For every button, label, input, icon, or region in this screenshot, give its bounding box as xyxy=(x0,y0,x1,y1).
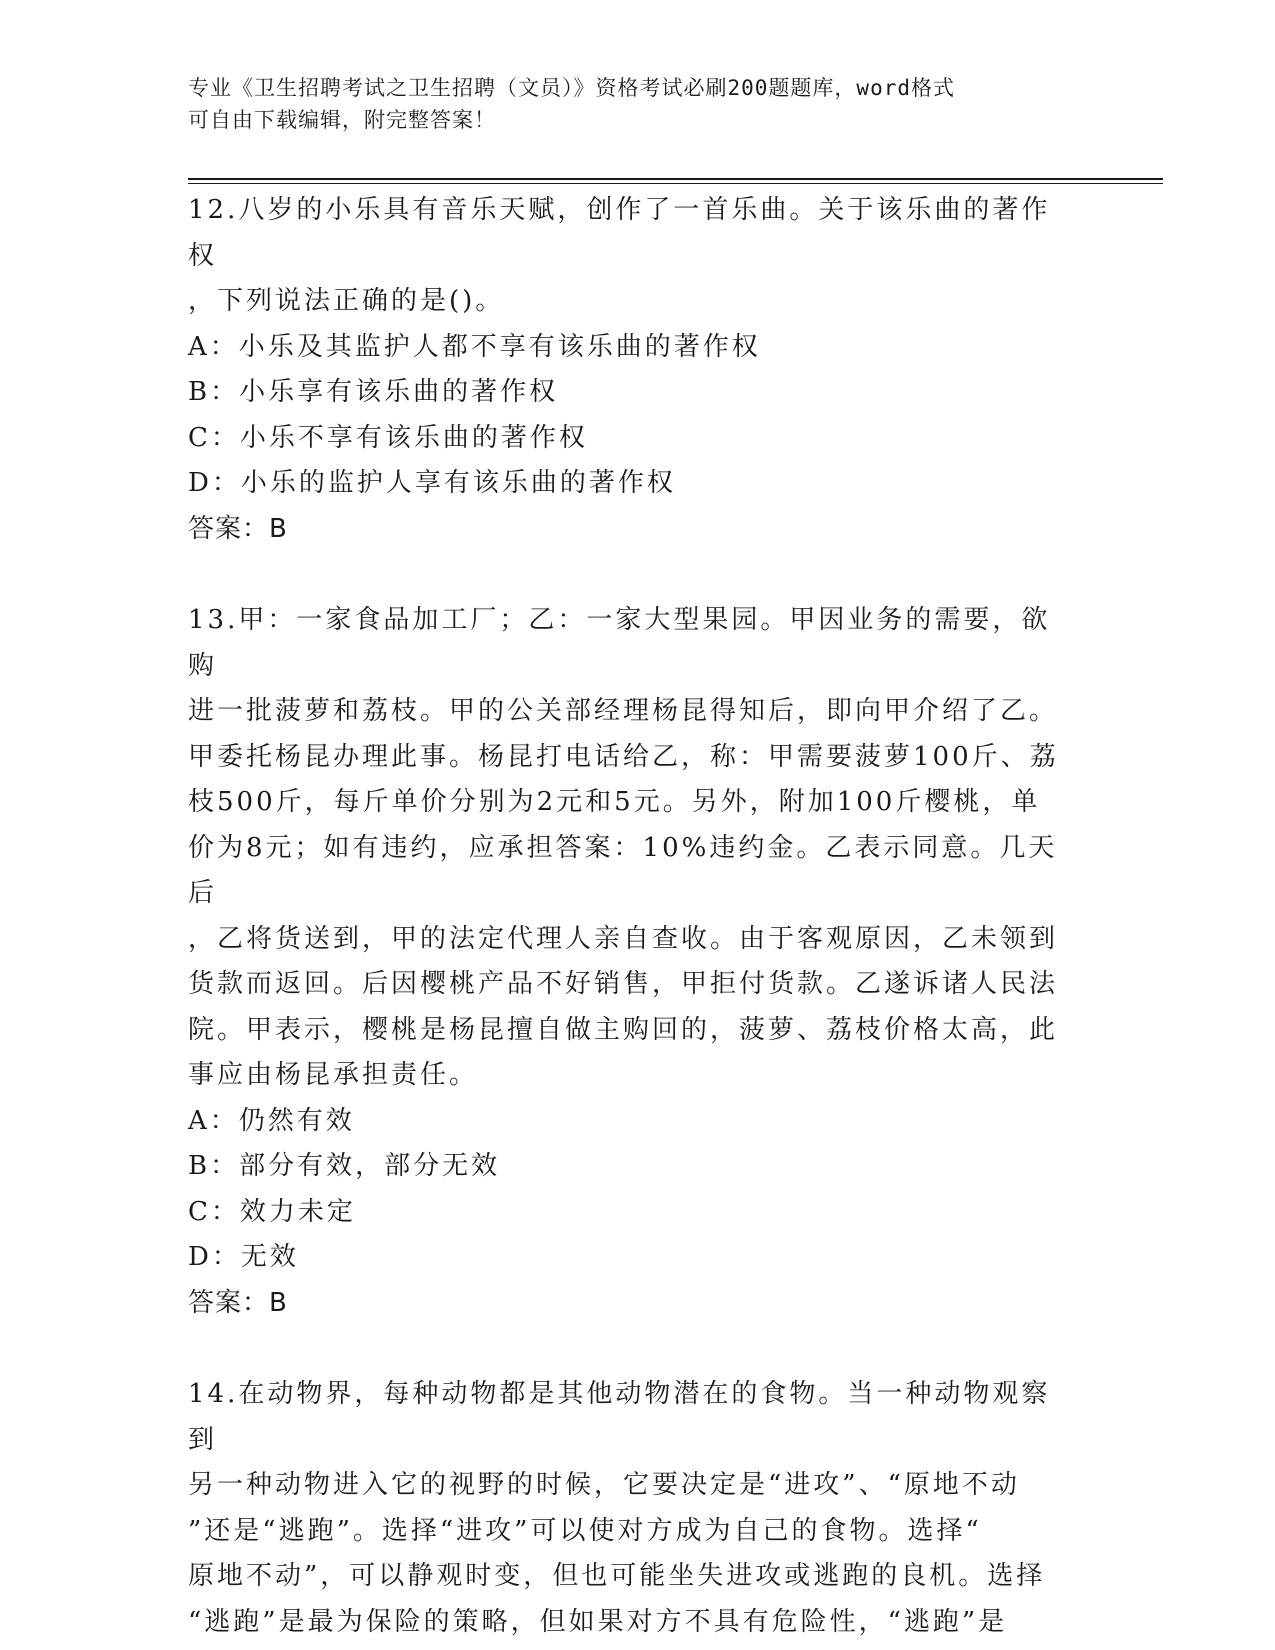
option-b: B：部分有效，部分无效 xyxy=(188,1151,501,1181)
option-c: C：效力未定 xyxy=(188,1196,356,1227)
answer: 答案：B xyxy=(188,1287,288,1318)
question-text: ，乙将货送到，甲的法定代理人亲自查收。由于客观原因，乙未领到 xyxy=(188,923,1059,954)
option-d: D：无效 xyxy=(188,1242,299,1272)
question-text: 另一种动物进入它的视野的时候，它要决定是“进攻”、“原地不动 xyxy=(188,1470,1020,1500)
question-text: 价为8元；如有违约，应承担答案：10%违约金。乙表示同意。几天后 xyxy=(188,832,1058,908)
header-line-2: 可自由下载编辑，附完整答案！ xyxy=(188,108,496,132)
question-text: 14.在动物界，每种动物都是其他动物潜在的食物。当一种动物观察到 xyxy=(188,1379,1051,1455)
question-list xyxy=(188,188,1078,1645)
question-text: “逃跑”是最为保险的策略，但如果对方不具有危险性，“逃跑”是 xyxy=(188,1606,1008,1637)
question-12 xyxy=(188,188,1078,552)
header-rule-thin xyxy=(188,183,1163,184)
option-a: A：仍然有效 xyxy=(188,1105,355,1136)
option-c: C：小乐不享有该乐曲的著作权 xyxy=(188,422,588,453)
document-header xyxy=(188,72,1068,136)
question-text: 甲委托杨昆办理此事。杨昆打电话给乙，称：甲需要菠萝100斤、荔 xyxy=(188,741,1059,772)
question-text: 原地不动”，可以静观时变，但也可能坐失进攻或逃跑的良机。选择 xyxy=(188,1561,1046,1591)
question-14 xyxy=(188,1372,1078,1645)
question-text: 枝500斤，每斤单价分别为2元和5元。另外，附加100斤樱桃，单 xyxy=(188,787,1041,817)
question-text: ”还是“逃跑”。选择“进攻”可以使对方成为自己的食物。选择“ xyxy=(188,1515,982,1546)
question-text: 13.甲：一家食品加工厂；乙：一家大型果园。甲因业务的需要，欲购 xyxy=(188,605,1051,681)
question-text: 12.八岁的小乐具有音乐天赋，创作了一首乐曲。关于该乐曲的著作权 xyxy=(188,195,1051,271)
question-text: 院。甲表示，樱桃是杨昆擅自做主购回的，菠萝、荔枝价格太高，此 xyxy=(188,1014,1059,1045)
option-b: B：小乐享有该乐曲的著作权 xyxy=(188,377,559,407)
question-text: ，下列说法正确的是()。 xyxy=(188,286,505,316)
header-line-1: 专业《卫生招聘考试之卫生招聘（文员）》资格考试必刷200题题库，word格式 xyxy=(188,76,955,100)
question-text: 进一批菠萝和荔枝。甲的公关部经理杨昆得知后，即向甲介绍了乙。 xyxy=(188,696,1059,726)
question-spacer xyxy=(188,552,1078,598)
answer: 答案：B xyxy=(188,513,288,544)
header-rule-thick xyxy=(188,178,1163,180)
question-13 xyxy=(188,598,1078,1326)
question-text: 事应由杨昆承担责任。 xyxy=(188,1060,479,1090)
question-spacer xyxy=(188,1326,1078,1372)
option-a: A：小乐及其监护人都不享有该乐曲的著作权 xyxy=(188,331,761,362)
option-d: D：小乐的监护人享有该乐曲的著作权 xyxy=(188,468,676,498)
question-text: 货款而返回。后因樱桃产品不好销售，甲拒付货款。乙遂诉诸人民法 xyxy=(188,969,1059,999)
